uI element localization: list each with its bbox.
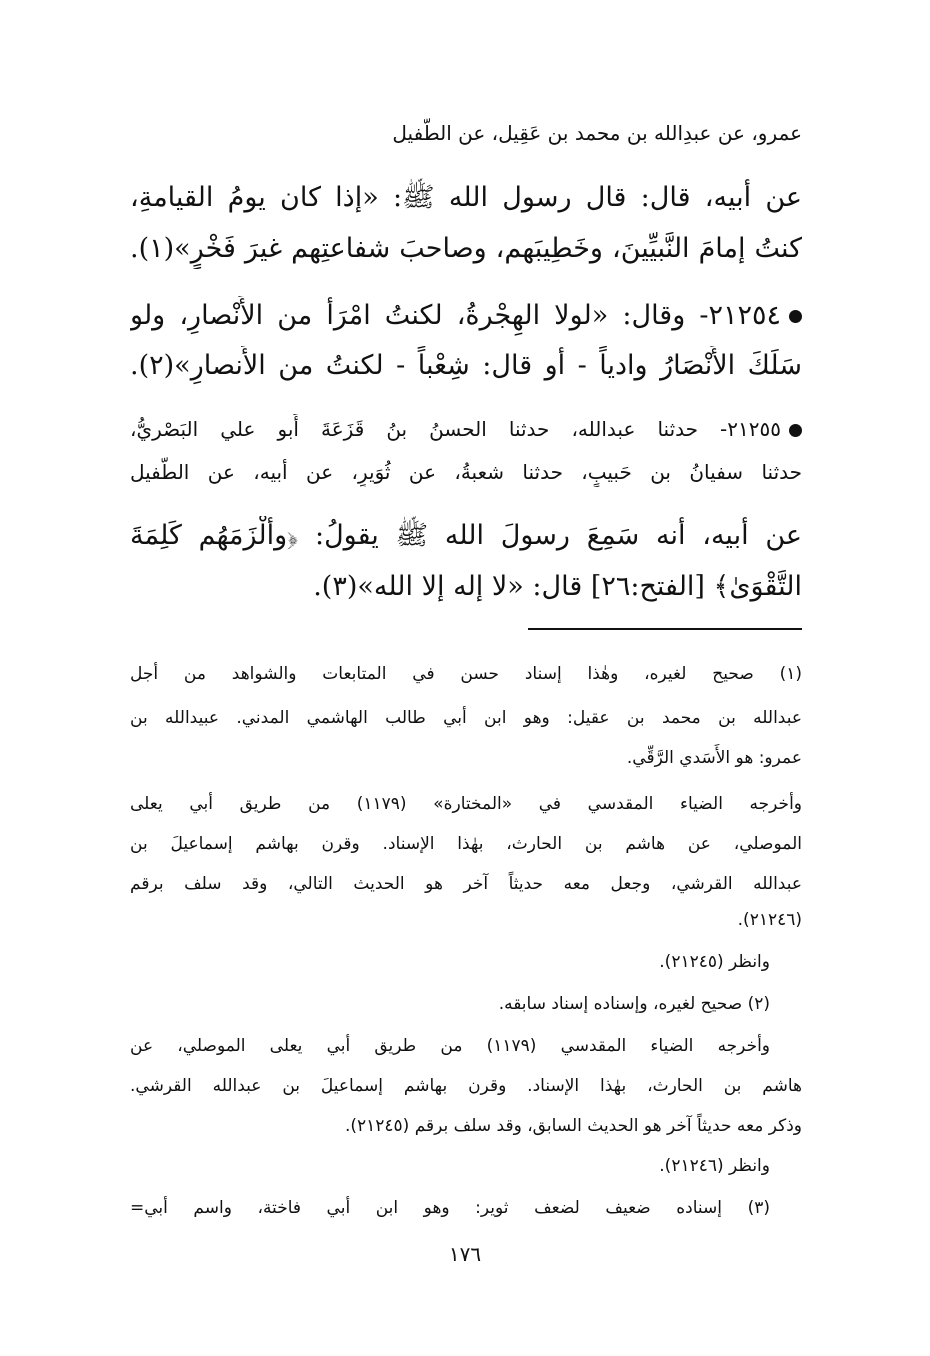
footnote-line: (٣) إسناده ضعيف لضعف ثوير: وهو ابن أبي فاختة، واسم أبي= (130, 1198, 770, 1218)
text-line: عن أبيه، أَنه سَمِعَ رسولَ الله ﷺ يقولُ: ﴿وأَلْزَمَهُم كَلِمَةَ (130, 520, 802, 551)
bullet-icon (789, 310, 802, 323)
footnote-line: وانظر (٢١٢٤٦). (659, 1156, 770, 1176)
hadith-heading-line (130, 296, 802, 336)
text-line: سَلَكَ الأَنْصَارُ وادياً - أو قال: شِعْباً - لكنتُ من الأَنصارِ»(٢). (130, 350, 802, 381)
footnote-line: (١) صحيح لغيره، وهٰذا إسناد حسن في المتابعات والشواهد من أجل (130, 664, 802, 684)
footnote-line: (٢١٢٤٦). (737, 910, 802, 930)
footnote-line: وذكر معه حديثاً آخر هو الحديث السابق، وقد سلف برقم (٢١٢٤٥). (344, 1116, 802, 1136)
text-line: التَّقْوَىٰ﴾ [الفتح:٢٦] قال: «لا إله إلا الله»(٣). (313, 571, 802, 602)
isnad-line: حدثنا سفيانُ بن حَبيبٍ، حدثنا شعبةُ، عن ثُوَيرٍ، عن أبيه، عن الطُّفيل (130, 460, 802, 484)
footnote-line: وأخرجه الضياء المقدسي (١١٧٩) من طريق أبي يعلى الموصلي، عن (130, 1036, 770, 1056)
footnote-line: هاشم بن الحارث، بهٰذا الإسناد. وقرن بهاشم إسماعيلَ بن عبدالله القرشي. (130, 1076, 802, 1096)
text-line: عن أبيه، قال: قال رسول الله ﷺ: «إذا كان يومُ القيامةِ، (130, 182, 802, 213)
footnote-line: وانظر (٢١٢٤٥). (659, 952, 770, 972)
bullet-icon (789, 424, 802, 437)
footnote-line: وأخرجه الضياء المقدسي في «المختارة» (١١٧٩) من طريق أبي يعلى (130, 794, 802, 814)
text-segment: ٢١٢٥٥- حدثنا عبدالله، حدثنا الحسنُ بنُ قَزَعَةَ أَبو علي البَصْريُّ، (130, 417, 781, 441)
footnote-line: عمرو: هو الأَسَدي الرَّقِّي. (626, 748, 802, 768)
page-number: ١٧٦ (448, 1242, 482, 1266)
text-segment: ٢١٢٥٤- وقال: «لولا الهِجْرةُ، لكنتُ امْرَأً من الأَنْصارِ، ولو (130, 300, 781, 331)
footnote-line: عبدالله القرشي، وجعل معه حديثاً آخر هو الحديث التالي، وقد سلف برقم (130, 874, 802, 894)
text-line: عمرو، عن عبدِالله بن محمد بن عَقِيل، عن الطُّفيل (392, 121, 802, 145)
text-line: كنتُ إمامَ النَّبيِّينَ، وخَطِيبَهم، وصاحبَ شفاعتِهم غيرَ فَخْرٍ»(١). (130, 233, 802, 264)
footnote-line: (٢) صحيح لغيره، وإسناده إسناد سابقه. (498, 994, 770, 1014)
footnote-line: الموصلي، عن هاشم بن الحارث، بهٰذا الإسناد. وقرن بهاشم إسماعيلَ بن (130, 834, 802, 854)
isnad-line (130, 414, 802, 444)
footnote-separator (528, 628, 802, 630)
footnote-line: عبدالله بن محمد بن عقيل: وهو ابن أبي طالب الهاشمي المدني. عبيدالله بن (130, 708, 802, 728)
